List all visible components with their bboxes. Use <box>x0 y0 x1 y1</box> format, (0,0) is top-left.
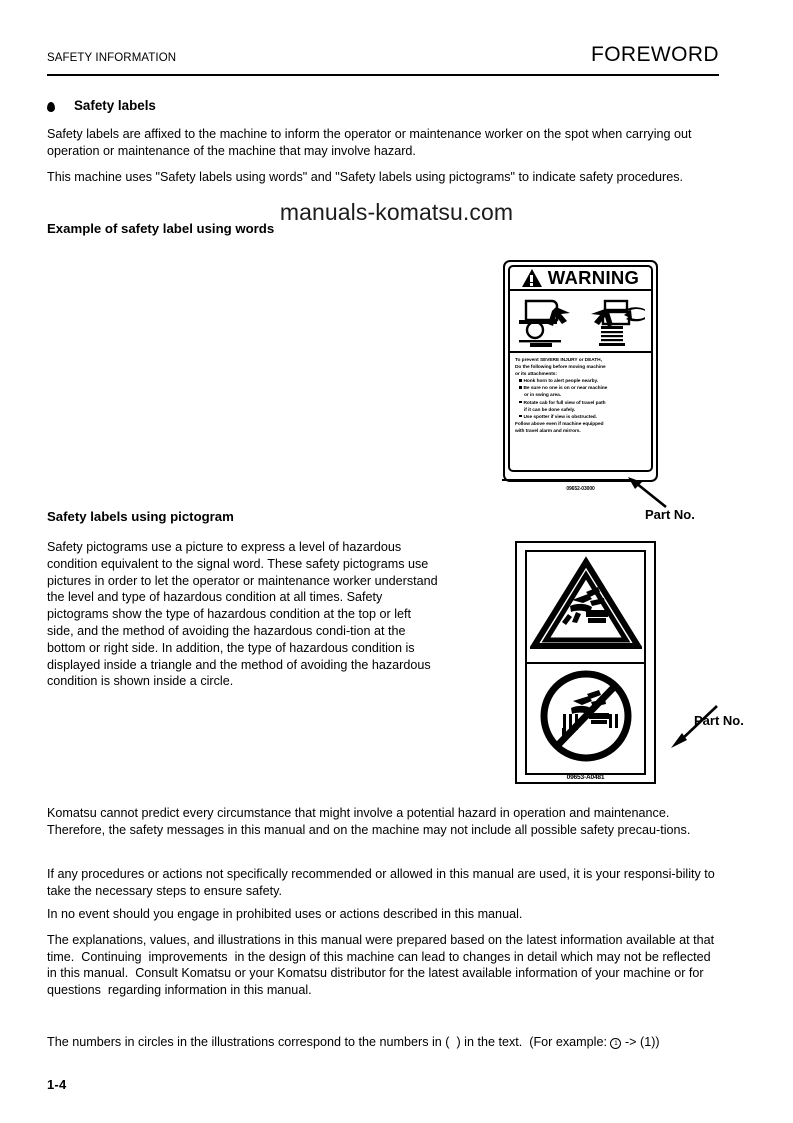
warning-text-line-label: Rotate cab for full view of travel path <box>523 400 606 406</box>
paragraph-explanations-values: The explanations, values, and illustrations in this manual were prepared based on the latest information available at that time. Continuing improvements in the design of this machine can lead to changes in detail which may not be reflected in this manual. Consult Komatsu or your Komatsu distributor for the latest available information of your machine or for questions regarding information in this manual. <box>47 933 718 997</box>
warning-label-part-number: 09652-03000 <box>566 486 595 492</box>
machine-travel-hazard-icon <box>516 295 578 347</box>
pictogram-prohibition-cell <box>527 664 644 774</box>
warning-text-line: To prevent SEVERE INJURY or DEATH, <box>515 358 602 363</box>
paragraph-prohibited-uses: In no event should you engage in prohibited uses or actions described in this manual. <box>47 907 523 921</box>
warning-text-line <box>515 378 646 385</box>
warning-text-line: with travel alarm and mirrors. <box>515 428 581 434</box>
square-bullet-icon <box>519 386 522 389</box>
pictogram-hazard-cell <box>527 552 644 664</box>
page-header <box>47 43 719 78</box>
watermark-text: manuals-komatsu.com <box>279 199 514 225</box>
warning-text-line: Do the following before moving machine <box>515 365 606 371</box>
subheading-example-words: Example of safety label using words <box>47 221 275 236</box>
paragraph-machine-uses: This machine uses "Safety labels using words" and "Safety labels using pictograms" to indicate safety procedures. <box>47 170 684 184</box>
warning-signal-word: WARNING <box>547 266 640 288</box>
warning-text-line: Follow above even if machine equipped <box>515 421 604 427</box>
warning-label-text-block <box>508 353 653 472</box>
pictogram-label-frame <box>525 550 646 775</box>
warning-label-illustration <box>503 260 658 492</box>
bullet-dot-icon <box>47 102 55 112</box>
paragraph-procedures-responsibility: If any procedures or actions not specifically recommended or allowed in this manual are used, it is your responsi-bility to take the necessary steps to ensure safety. <box>47 867 719 898</box>
header-divider <box>47 74 719 76</box>
warning-label-header <box>508 265 653 291</box>
subheading-pictogram: Safety labels using pictogram <box>47 509 234 524</box>
part-number-arrow-icon-2 <box>667 702 719 755</box>
footer-page-number: 1-4 <box>47 1077 67 1092</box>
safety-labels-heading <box>47 98 447 116</box>
paragraph-circled-numbers-note <box>47 1034 722 1051</box>
header-section-title: SAFETY INFORMATION <box>47 52 177 64</box>
triangle-hazard-pictogram-icon <box>530 556 642 657</box>
warning-text-line-label: Honk horn to alert people nearby. <box>523 379 598 385</box>
note-prefix: The numbers in circles in the illustrations correspond to the numbers in ( ) in the text. (For example: <box>47 1035 611 1049</box>
part-number-callout-pictogram: Part No. <box>694 713 744 728</box>
square-bullet-icon <box>519 415 522 418</box>
square-bullet-icon <box>519 401 522 404</box>
square-bullet-icon <box>519 379 522 382</box>
warning-triangle-icon <box>522 269 542 287</box>
header-chapter-title: FOREWORD <box>590 43 719 66</box>
prohibition-circle-pictogram-icon <box>533 666 639 771</box>
warning-text-line <box>515 385 646 392</box>
swing-hazard-icon <box>583 295 645 347</box>
warning-text-line-label: Be sure no one is on or near machine <box>523 386 608 392</box>
paragraph-safety-labels-affixed: Safety labels are affixed to the machine to inform the operator or maintenance worker on the spot when carrying out operation or maintenance of the machine that may involve hazard. <box>47 127 696 158</box>
paragraph-komatsu-cannot-predict: Komatsu cannot predict every circumstance that might involve a potential hazard in operation and maintenance. Therefore, the safety messages in this manual and on the machine may not include all possible safety precau-tions. <box>47 806 691 837</box>
paragraph-pictogram-explanation: Safety pictograms use a picture to express a level of hazardous condition equivalent to the signal word. These safety pictograms use pictures in order to let the operator or maintenance worker understand the level and type of hazardous condition at all times. Safety pictograms show the type of hazardous condition at the top or left side, and the method of avoiding the hazardous condi-tion at the bottom or right side. In addition, the type of hazardous condition is displayed inside a triangle and the method of avoiding the hazardous condition is shown inside a circle. <box>47 540 442 689</box>
safety-labels-heading-label: Safety labels <box>74 98 156 113</box>
warning-text-line: or its attachments: <box>515 372 557 378</box>
part-number-callout-warning: Part No. <box>645 507 695 522</box>
part-number-leader-line <box>502 479 632 481</box>
pictogram-label-illustration <box>515 541 656 784</box>
warning-text-line <box>515 414 646 421</box>
warning-text-line-label: Use spotter if view is obstructed. <box>523 414 597 420</box>
warning-text-line: if it can be done safely. <box>524 407 576 413</box>
note-suffix: -> (1)) <box>621 1035 660 1049</box>
circled-number-icon: 1 <box>610 1038 621 1049</box>
warning-text-line <box>515 400 646 407</box>
warning-pictogram-row <box>508 291 653 353</box>
warning-text-line: or in swing area. <box>524 393 562 399</box>
pictogram-label-part-number: 09653-A0481 <box>566 774 605 781</box>
